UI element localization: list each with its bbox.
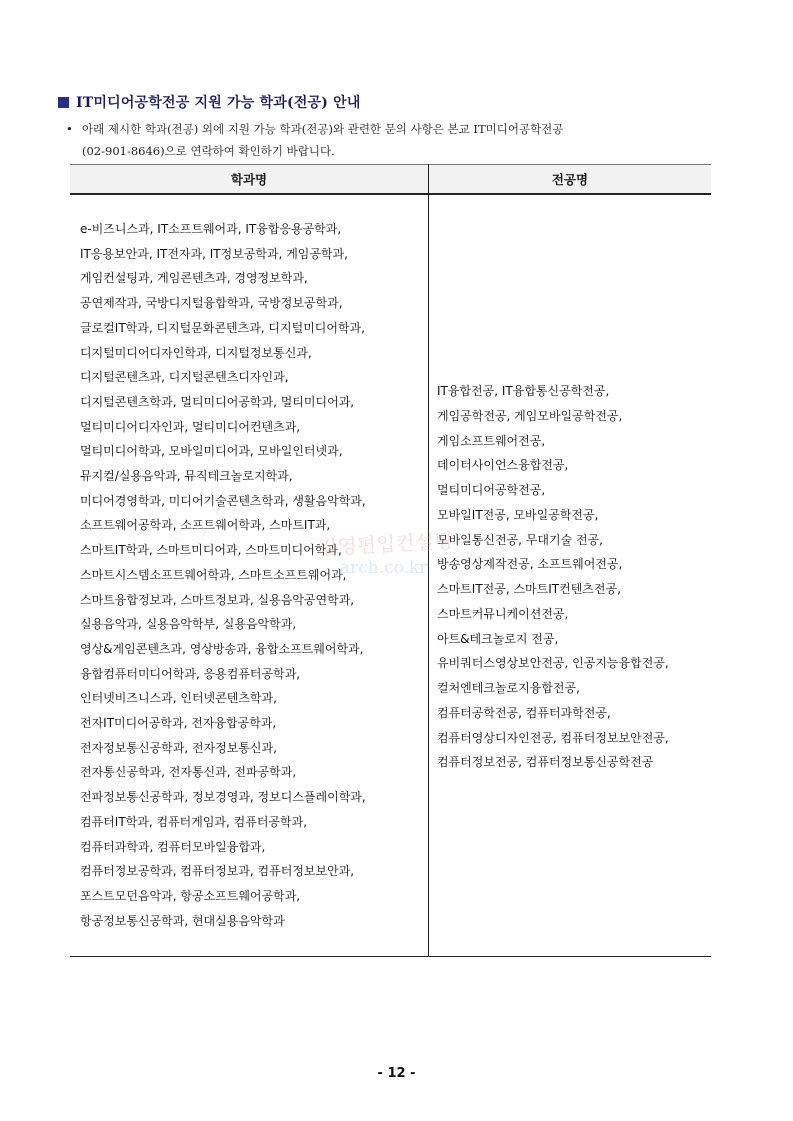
department-line: 융합컴퓨터미디어학과, 응용컴퓨터공학과, [80,666,301,681]
major-line: 데이터사이언스융합전공, [437,458,569,473]
section-title-text: IT미디어공학전공 지원 가능 학과(전공) 안내 [76,95,361,111]
note-line: (02-901-8646)으로 연락하여 확인하기 바랍니다. [82,144,335,158]
major-line: 방송영상제작전공, 소프트웨어전공, [437,557,623,572]
department-line: 소프트웨어공학과, 소프트웨어학과, 스마트IT과, [80,518,331,533]
major-line: 컴퓨터영상디자인전공, 컴퓨터정보보안전공, [437,730,669,745]
department-line: 전자IT미디어공학과, 전자융합공학과, [80,716,277,731]
department-line: 멀티미디어학과, 모바일미디어과, 모바일인터넷과, [80,444,343,459]
department-line: 컴퓨터IT학과, 컴퓨터게임과, 컴퓨터공학과, [80,814,308,829]
page-number: - 12 - [377,1066,416,1081]
table-bottom-border [70,956,711,957]
major-line: 컴퓨터정보전공, 컴퓨터정보통신공학전공 [437,755,654,770]
section-title [58,92,361,112]
department-line: 전자통신공학과, 전자통신과, 전파공학과, [80,765,297,780]
watermark-text: 김영편입컨설팅 [317,528,454,560]
major-line: 스마트커뮤니케이션전공, [437,606,569,621]
department-line: 컴퓨터과학과, 컴퓨터모바일융합과, [80,839,266,854]
major-line: 컬처엔테크놀로지융합전공, [437,681,580,695]
major-line: 유비쿼터스영상보안전공, 인공지능융합전공, [437,656,669,671]
major-line: 게임공학전공, 게임모바일공학전공, [437,408,623,423]
department-list [80,217,428,933]
square-bullet-icon [58,97,69,108]
major-line: 모바일통신전공, 무대기술 전공, [437,532,603,547]
department-line: 전자정보통신공학과, 전자정보통신과, [80,740,277,755]
table-header-row [70,164,711,195]
department-line: e-비즈니스과, IT소프트웨어과, IT융합응용공학과, [80,222,342,236]
guidance-note [66,118,726,162]
department-line: 공연제작과, 국방디지털융합학과, 국방정보공학과, [80,296,343,311]
department-line: 디지털콘텐츠학과, 멀티미디어공학과, 멀티미디어과, [80,394,355,409]
watermark-url: arch.co.kr [340,558,428,578]
eligible-departments-table [70,164,711,957]
major-line: 모바일IT전공, 모바일공학전공, [437,507,599,522]
major-line: 아트&테크놀로지 전공, [437,631,559,646]
header-major-name: 전공명 [551,172,589,187]
note-line: 아래 제시한 학과(전공) 외에 지원 가능 학과(전공)와 관련한 문의 사항은 본교 IT미디어공학전공 [82,122,564,136]
department-line: 미디어경영학과, 미디어기술콘텐츠학과, 생활음악학과, [80,493,366,508]
major-list [437,379,709,775]
department-line: 게임컨설팅과, 게임콘텐츠과, 경영정보학과, [80,271,308,286]
department-line: 디지털미디어디자인학과, 디지털정보통신과, [80,345,312,360]
department-line: 멀티미디어디자인과, 멀티미디어컨텐츠과, [80,419,301,434]
department-line: 컴퓨터정보공학과, 컴퓨터정보과, 컴퓨터정보보안과, [80,864,355,879]
department-line: 실용음악과, 실용음악학부, 실용음악학과, [80,617,297,632]
department-line: 전파정보통신공학과, 정보경영과, 정보디스플레이학과, [80,790,366,805]
major-line: 게임소프트웨어전공, [437,433,546,448]
department-line: 글로컬IT학과, 디지털문화콘텐츠과, 디지털미디어학과, [80,320,365,335]
department-line: 항공정보통신공학과, 현대실용음악학과 [80,913,285,928]
major-line: IT융합전공, IT융합통신공학전공, [437,384,610,398]
department-line: 디지털콘텐츠과, 디지털콘텐츠디자인과, [80,370,289,385]
major-line: 멀티미디어공학전공, [437,483,546,497]
column-divider [428,164,429,957]
major-line: 스마트IT전공, 스마트IT컨텐츠전공, [437,582,621,596]
department-line: 스마트시스템소프트웨어학과, 스마트소프트웨어과, [80,567,347,582]
department-line: 뮤지컬/실용음악과, 뮤직테크놀로지학과, [80,469,293,484]
department-line: 스마트융합정보과, 스마트정보과, 실용음악공연학과, [80,592,355,607]
department-line: IT응용보안과, IT전자과, IT정보공학과, 게임공학과, [80,246,348,261]
department-line: 스마트IT학과, 스마트미디어과, 스마트미디어학과, [80,543,342,558]
major-line: 컴퓨터공학전공, 컴퓨터과학전공, [437,705,611,720]
header-department-name: 학과명 [230,172,268,187]
department-line: 영상&게임콘텐츠과, 영상방송과, 융합소프트웨어학과, [80,641,364,656]
department-line: 포스트모던음악과, 항공소프트웨어공학과, [80,888,301,903]
note-bullet: • [66,122,73,136]
department-line: 인터넷비즈니스과, 인터넷콘텐츠학과, [80,691,277,706]
